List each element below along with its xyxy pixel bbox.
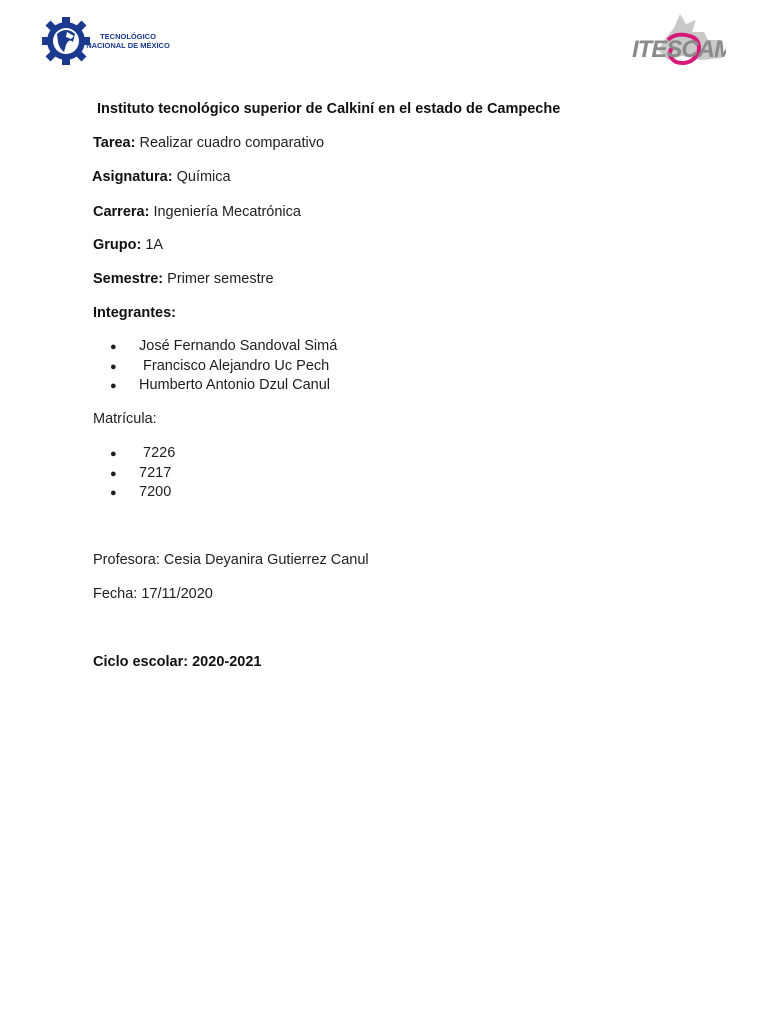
integrante-name: Francisco Alejandro Uc Pech bbox=[139, 357, 330, 374]
list-item bbox=[110, 357, 337, 377]
profesora-line: Profesora: Cesia Deyanira Gutierrez Canul bbox=[93, 552, 369, 568]
matricula-list bbox=[110, 444, 175, 503]
tarea-value: Realizar cuadro comparativo bbox=[139, 135, 325, 151]
integrantes-label: Integrantes: bbox=[93, 305, 176, 321]
list-item bbox=[110, 444, 175, 464]
fecha-line: Fecha: 17/11/2020 bbox=[93, 586, 213, 602]
carrera-line bbox=[93, 204, 301, 220]
carrera-label: Carrera: bbox=[93, 204, 150, 220]
tarea-label: Tarea: bbox=[93, 135, 136, 151]
integrante-name: José Fernando Sandoval Simá bbox=[139, 338, 338, 354]
list-item bbox=[110, 376, 337, 396]
semestre-label: Semestre: bbox=[93, 271, 164, 287]
asignatura-label: Asignatura: bbox=[92, 169, 173, 185]
grupo-line bbox=[93, 237, 163, 253]
matricula-value: 7217 bbox=[139, 464, 172, 481]
tecnm-logo-line1: TECNOLÓGICO bbox=[100, 32, 156, 41]
matricula-label: Matrícula: bbox=[93, 411, 157, 427]
bullet-icon: ● bbox=[110, 341, 117, 353]
list-item bbox=[110, 464, 175, 484]
itescam-logo-text: ITESCAM bbox=[632, 36, 726, 63]
grupo-label: Grupo: bbox=[93, 237, 142, 253]
asignatura-value: Química bbox=[176, 169, 231, 185]
ciclo-escolar-line: Ciclo escolar: 2020-2021 bbox=[93, 654, 262, 670]
bullet-icon: ● bbox=[110, 360, 117, 373]
grupo-value: 1A bbox=[145, 237, 164, 253]
matricula-value: 7200 bbox=[139, 484, 172, 500]
bullet-icon: ● bbox=[110, 448, 117, 460]
list-item bbox=[110, 483, 175, 503]
tecnm-logo-line2: NACIONAL DE MÉXICO bbox=[86, 41, 170, 50]
bullet-icon: ● bbox=[110, 380, 117, 392]
integrante-name: Humberto Antonio Dzul Canul bbox=[139, 377, 331, 393]
tarea-line bbox=[93, 135, 324, 151]
institution-title: Instituto tecnológico superior de Calkiní en el estado de Campeche bbox=[97, 101, 561, 117]
integrantes-heading bbox=[93, 305, 176, 321]
semestre-line bbox=[93, 271, 274, 287]
asignatura-line bbox=[92, 169, 231, 185]
semestre-value: Primer semestre bbox=[167, 271, 274, 287]
itescam-logo bbox=[628, 10, 726, 70]
carrera-value: Ingeniería Mecatrónica bbox=[153, 204, 301, 220]
integrantes-list bbox=[110, 337, 337, 396]
list-item bbox=[110, 337, 337, 357]
tecnm-logo bbox=[42, 12, 170, 70]
matricula-value: 7226 bbox=[139, 445, 176, 461]
bullet-icon: ● bbox=[110, 467, 117, 480]
bullet-icon: ● bbox=[110, 487, 117, 499]
